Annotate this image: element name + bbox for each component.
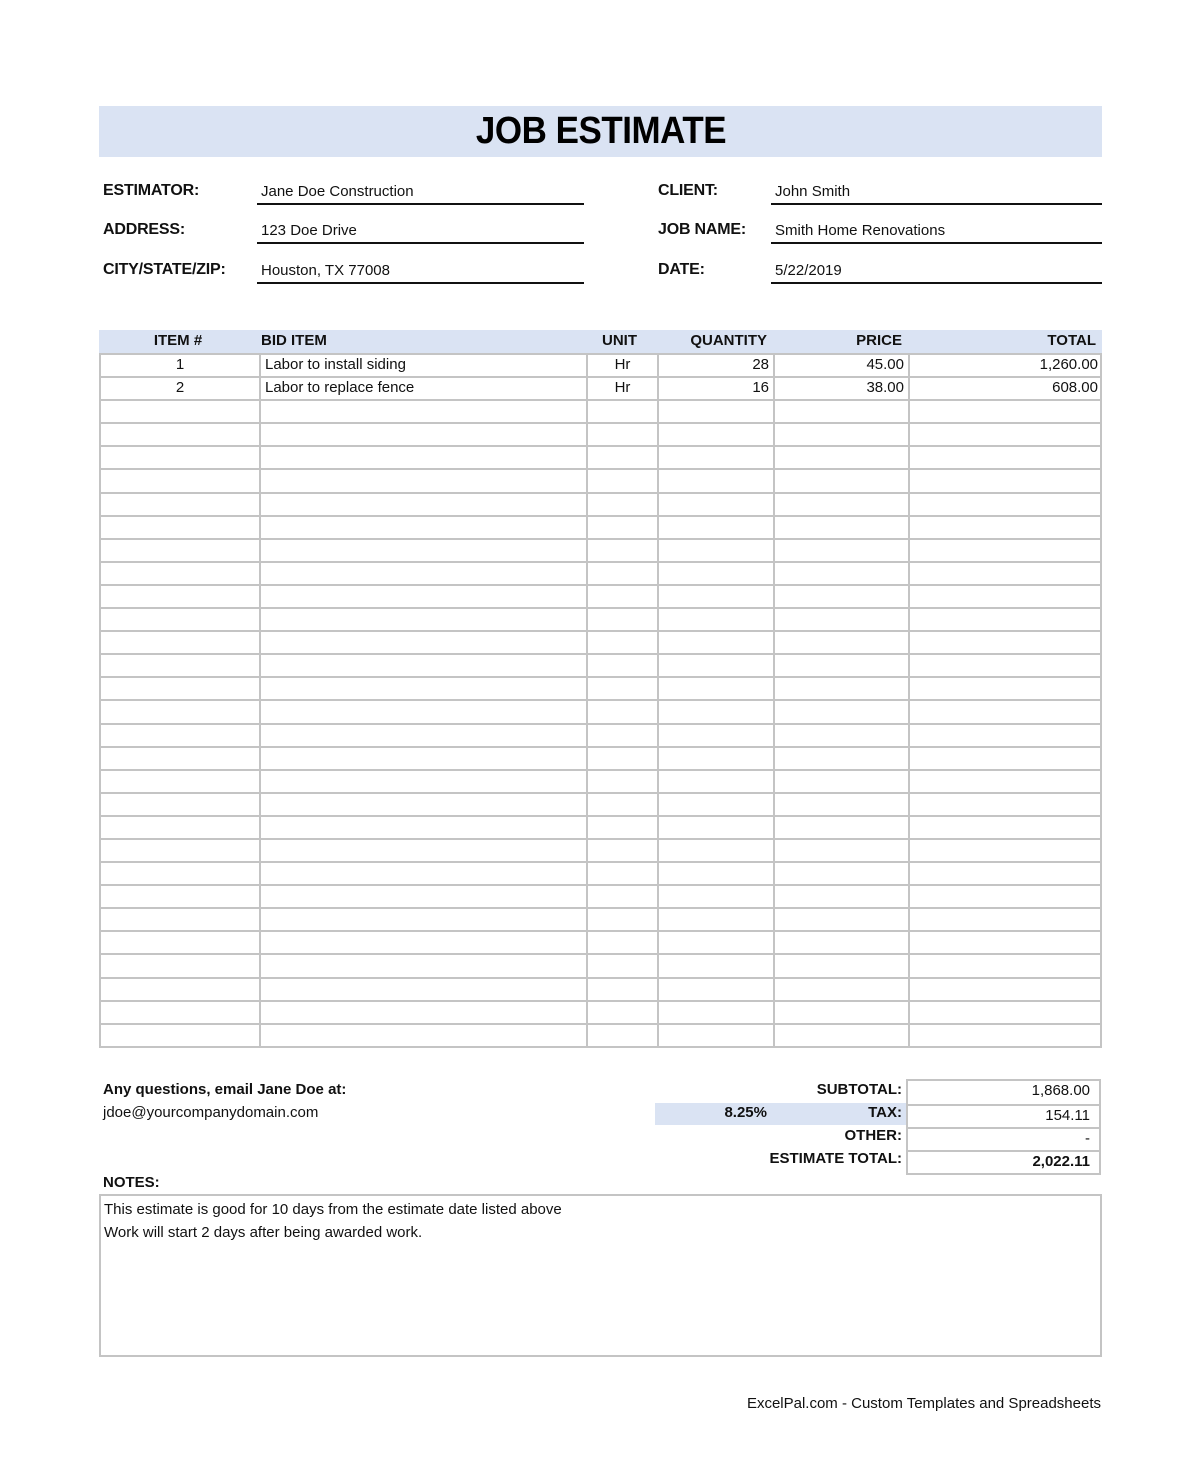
item-number-cell[interactable] [101,725,259,746]
total-cell[interactable] [908,886,1102,907]
col-header-unit: UNIT [602,332,637,349]
quantity-cell[interactable] [657,748,773,769]
table-row-empty[interactable] [101,1023,1100,1046]
unit-cell[interactable] [586,424,657,445]
price-cell[interactable] [773,1002,908,1023]
quantity-cell[interactable] [657,470,773,491]
price-cell[interactable] [773,563,908,584]
item-number-cell[interactable]: 2 [175,379,185,397]
table-row-empty[interactable] [101,1000,1100,1023]
bid-item-cell[interactable] [259,470,586,491]
quantity-cell[interactable] [657,563,773,584]
line-items-table [99,330,1102,1048]
table-row-empty[interactable] [101,815,1100,838]
total-cell[interactable] [908,1002,1102,1023]
item-number-cell[interactable] [101,863,259,884]
total-cell[interactable] [908,1025,1102,1046]
bid-item-cell[interactable] [259,678,586,699]
total-cell[interactable] [908,817,1102,838]
other-label: OTHER: [844,1127,902,1144]
page-title: JOB ESTIMATE [475,110,726,152]
estimate-total-value: 2,022.11 [908,1150,1099,1173]
price-cell[interactable]: 38.00 [773,378,908,399]
unit-cell[interactable] [586,540,657,561]
total-cell[interactable] [908,909,1102,930]
price-cell[interactable] [773,794,908,815]
bid-item-cell[interactable] [259,979,586,1000]
table-row-empty[interactable] [101,538,1100,561]
unit-cell[interactable] [586,932,657,953]
col-header-item: ITEM # [153,332,203,349]
bid-item-cell[interactable]: Labor to install siding [259,355,586,376]
contact-email[interactable]: jdoe@yourcompanydomain.com [103,1104,319,1121]
unit-cell[interactable] [586,609,657,630]
table-row-empty[interactable] [101,445,1100,468]
tax-label: TAX: [868,1104,902,1121]
item-number-cell[interactable] [101,470,259,491]
quantity-cell[interactable] [657,817,773,838]
item-number-cell[interactable] [101,748,259,769]
total-cell[interactable] [908,517,1102,538]
bid-item-cell[interactable]: Labor to replace fence [259,378,586,399]
item-number-cell[interactable] [101,794,259,815]
bid-item-cell[interactable] [259,794,586,815]
total-cell[interactable] [908,701,1102,722]
unit-cell[interactable] [586,725,657,746]
quantity-cell[interactable] [657,932,773,953]
price-cell[interactable] [773,632,908,653]
table-row-empty[interactable] [101,653,1100,676]
price-cell[interactable] [773,517,908,538]
notes-textarea[interactable] [99,1194,1102,1357]
date-field[interactable]: 5/22/2019 [771,260,1102,284]
col-header-price: PRICE [856,332,902,349]
total-cell[interactable] [908,586,1102,607]
quantity-cell[interactable] [657,725,773,746]
price-cell[interactable] [773,655,908,676]
table-row-empty[interactable] [101,746,1100,769]
total-cell[interactable] [908,494,1102,515]
estimator-label: ESTIMATOR: [103,182,200,199]
unit-cell[interactable] [586,517,657,538]
total-cell[interactable] [908,955,1102,976]
unit-cell[interactable] [586,771,657,792]
item-number-cell[interactable] [101,678,259,699]
bid-item-cell[interactable] [259,886,586,907]
unit-cell[interactable]: Hr [586,355,657,376]
bid-item-cell[interactable] [259,655,586,676]
total-cell[interactable] [908,932,1102,953]
job-name-field[interactable]: Smith Home Renovations [771,220,1102,244]
item-number-cell[interactable] [101,886,259,907]
bid-item-cell[interactable] [259,447,586,468]
price-cell[interactable] [773,447,908,468]
notes-line: Work will start 2 days after being awarded work. [104,1224,423,1241]
unit-cell[interactable] [586,701,657,722]
table-row-empty[interactable] [101,930,1100,953]
bid-item-cell[interactable] [259,932,586,953]
bid-item-cell[interactable] [259,540,586,561]
job-name-label: JOB NAME: [658,221,746,238]
unit-cell[interactable] [586,840,657,861]
total-cell[interactable] [908,863,1102,884]
bid-item-cell[interactable] [259,817,586,838]
city-state-zip-field[interactable]: Houston, TX 77008 [257,260,584,284]
unit-cell[interactable] [586,1025,657,1046]
item-number-cell[interactable] [101,540,259,561]
unit-cell[interactable] [586,655,657,676]
title-band [99,106,1102,157]
unit-cell[interactable] [586,886,657,907]
bid-item-cell[interactable] [259,909,586,930]
contact-label: Any questions, email Jane Doe at: [103,1081,347,1098]
price-cell[interactable] [773,840,908,861]
table-row-empty[interactable] [101,699,1100,722]
item-number-cell[interactable] [101,401,259,422]
quantity-cell[interactable] [657,678,773,699]
table-row-empty[interactable] [101,584,1100,607]
quantity-cell[interactable] [657,794,773,815]
item-number-cell[interactable] [101,632,259,653]
item-number-cell[interactable] [101,955,259,976]
unit-cell[interactable] [586,979,657,1000]
client-field[interactable]: John Smith [771,181,1102,205]
price-cell[interactable] [773,540,908,561]
bid-item-cell[interactable] [259,586,586,607]
price-cell[interactable] [773,863,908,884]
quantity-cell[interactable] [657,494,773,515]
table-header [99,330,1102,353]
notes-label: NOTES: [103,1174,160,1191]
total-cell[interactable] [908,840,1102,861]
total-cell[interactable] [908,794,1102,815]
client-label: CLIENT: [658,182,718,199]
unit-cell[interactable] [586,494,657,515]
quantity-cell[interactable] [657,909,773,930]
quantity-cell[interactable] [657,863,773,884]
item-number-cell[interactable] [101,586,259,607]
table-row-empty[interactable] [101,723,1100,746]
unit-cell[interactable] [586,955,657,976]
price-cell[interactable] [773,401,908,422]
bid-item-cell[interactable] [259,1002,586,1023]
bid-item-cell[interactable] [259,725,586,746]
price-cell[interactable] [773,586,908,607]
bid-item-cell[interactable] [259,632,586,653]
total-cell[interactable] [908,424,1102,445]
table-row[interactable] [101,376,1100,399]
quantity-cell[interactable]: 28 [657,355,773,376]
quantity-cell[interactable] [657,632,773,653]
table-row-empty[interactable] [101,977,1100,1000]
item-number-cell[interactable] [101,979,259,1000]
quantity-cell[interactable] [657,1002,773,1023]
total-cell[interactable] [908,632,1102,653]
total-cell[interactable] [908,771,1102,792]
estimator-field[interactable]: Jane Doe Construction [257,181,584,205]
unit-cell[interactable] [586,586,657,607]
subtotal-label: SUBTOTAL: [816,1081,902,1098]
unit-cell[interactable] [586,470,657,491]
price-cell[interactable] [773,424,908,445]
table-row-empty[interactable] [101,630,1100,653]
total-cell[interactable] [908,540,1102,561]
estimate-total-label: ESTIMATE TOTAL: [769,1150,902,1167]
table-row-empty[interactable] [101,907,1100,930]
address-label: ADDRESS: [103,221,185,238]
quantity-cell[interactable] [657,447,773,468]
item-number-cell[interactable] [101,655,259,676]
col-header-quantity: QUANTITY [690,332,767,349]
unit-cell[interactable] [586,909,657,930]
quantity-cell[interactable] [657,955,773,976]
table-row-empty[interactable] [101,492,1100,515]
bid-item-cell[interactable] [259,748,586,769]
price-cell[interactable] [773,1025,908,1046]
city-state-zip-label: CITY/STATE/ZIP: [103,261,226,278]
item-number-cell[interactable] [101,817,259,838]
table-row-empty[interactable] [101,953,1100,976]
bid-item-cell[interactable] [259,1025,586,1046]
notes-line: This estimate is good for 10 days from the estimate date listed above [104,1201,562,1218]
unit-cell[interactable] [586,563,657,584]
bid-item-cell[interactable] [259,401,586,422]
total-cell[interactable] [908,447,1102,468]
table-row-empty[interactable] [101,792,1100,815]
table-row-empty[interactable] [101,884,1100,907]
total-cell[interactable] [908,401,1102,422]
bid-item-cell[interactable] [259,771,586,792]
item-number-cell[interactable] [101,609,259,630]
bid-item-cell[interactable] [259,955,586,976]
table-row-empty[interactable] [101,838,1100,861]
total-cell[interactable] [908,678,1102,699]
bid-item-cell[interactable] [259,701,586,722]
bid-item-cell[interactable] [259,609,586,630]
unit-cell[interactable] [586,447,657,468]
item-number-cell[interactable] [101,771,259,792]
totals-box [906,1079,1101,1175]
item-number-cell[interactable] [101,1002,259,1023]
unit-cell[interactable] [586,748,657,769]
table-row-empty[interactable] [101,561,1100,584]
bid-item-cell[interactable] [259,863,586,884]
unit-cell[interactable]: Hr [586,378,657,399]
quantity-cell[interactable] [657,401,773,422]
price-cell[interactable] [773,748,908,769]
table-body [99,353,1102,1048]
price-cell[interactable] [773,701,908,722]
bid-item-cell[interactable] [259,840,586,861]
quantity-cell[interactable]: 16 [657,378,773,399]
total-cell[interactable] [908,470,1102,491]
item-number-cell[interactable] [101,424,259,445]
unit-cell[interactable] [586,863,657,884]
total-cell[interactable] [908,979,1102,1000]
quantity-cell[interactable] [657,701,773,722]
col-header-bid-item: BID ITEM [261,332,327,349]
quantity-cell[interactable] [657,424,773,445]
quantity-cell[interactable] [657,886,773,907]
item-number-cell[interactable] [101,1025,259,1046]
table-row-empty[interactable] [101,607,1100,630]
price-cell[interactable] [773,494,908,515]
bid-item-cell[interactable] [259,424,586,445]
subtotal-value: 1,868.00 [1031,1082,1090,1099]
unit-cell[interactable] [586,401,657,422]
quantity-cell[interactable] [657,771,773,792]
quantity-cell[interactable] [657,540,773,561]
bid-item-cell[interactable] [259,563,586,584]
price-cell[interactable] [773,955,908,976]
table-row-empty[interactable] [101,468,1100,491]
unit-cell[interactable] [586,794,657,815]
table-row[interactable] [101,353,1100,376]
address-field[interactable]: 123 Doe Drive [257,220,584,244]
item-number-cell[interactable] [101,447,259,468]
table-row-empty[interactable] [101,861,1100,884]
table-row-empty[interactable] [101,676,1100,699]
date-label: DATE: [658,261,705,278]
item-number-cell[interactable]: 1 [175,356,185,373]
unit-cell[interactable] [586,632,657,653]
unit-cell[interactable] [586,817,657,838]
total-cell[interactable] [908,655,1102,676]
quantity-cell[interactable] [657,517,773,538]
table-row-empty[interactable] [101,769,1100,792]
quantity-cell[interactable] [657,655,773,676]
price-cell[interactable] [773,771,908,792]
total-cell[interactable] [908,609,1102,630]
total-cell[interactable]: 1,260.00 [908,355,1102,376]
price-cell[interactable] [773,470,908,491]
total-cell[interactable] [908,563,1102,584]
item-number-cell[interactable] [101,701,259,722]
item-number-cell[interactable] [101,932,259,953]
price-cell[interactable] [773,817,908,838]
total-cell[interactable] [908,748,1102,769]
item-number-cell[interactable] [101,840,259,861]
price-cell[interactable] [773,909,908,930]
quantity-cell[interactable] [657,609,773,630]
unit-cell[interactable] [586,1002,657,1023]
bid-item-cell[interactable] [259,494,586,515]
unit-cell[interactable] [586,678,657,699]
total-cell[interactable]: 608.00 [908,378,1102,399]
item-number-cell[interactable] [101,909,259,930]
price-cell[interactable] [773,886,908,907]
col-header-total: TOTAL [1047,332,1096,349]
price-cell[interactable] [773,609,908,630]
price-cell[interactable] [773,932,908,953]
item-number-cell[interactable] [101,563,259,584]
tax-rate-value[interactable]: 8.25% [724,1104,767,1121]
footer-credit: ExcelPal.com - Custom Templates and Spreadsheets [746,1395,1101,1412]
table-row-empty[interactable] [101,399,1100,422]
total-cell[interactable] [908,725,1102,746]
other-value[interactable]: - [908,1127,1099,1150]
quantity-cell[interactable] [657,586,773,607]
price-cell[interactable] [773,678,908,699]
quantity-cell[interactable] [657,979,773,1000]
price-cell[interactable] [773,979,908,1000]
item-number-cell[interactable] [101,517,259,538]
bid-item-cell[interactable] [259,517,586,538]
quantity-cell[interactable] [657,1025,773,1046]
price-cell[interactable] [773,725,908,746]
quantity-cell[interactable] [657,840,773,861]
item-number-cell[interactable] [101,494,259,515]
tax-value: 154.11 [908,1104,1099,1127]
table-row-empty[interactable] [101,515,1100,538]
price-cell[interactable]: 45.00 [773,355,908,376]
table-row-empty[interactable] [101,422,1100,445]
